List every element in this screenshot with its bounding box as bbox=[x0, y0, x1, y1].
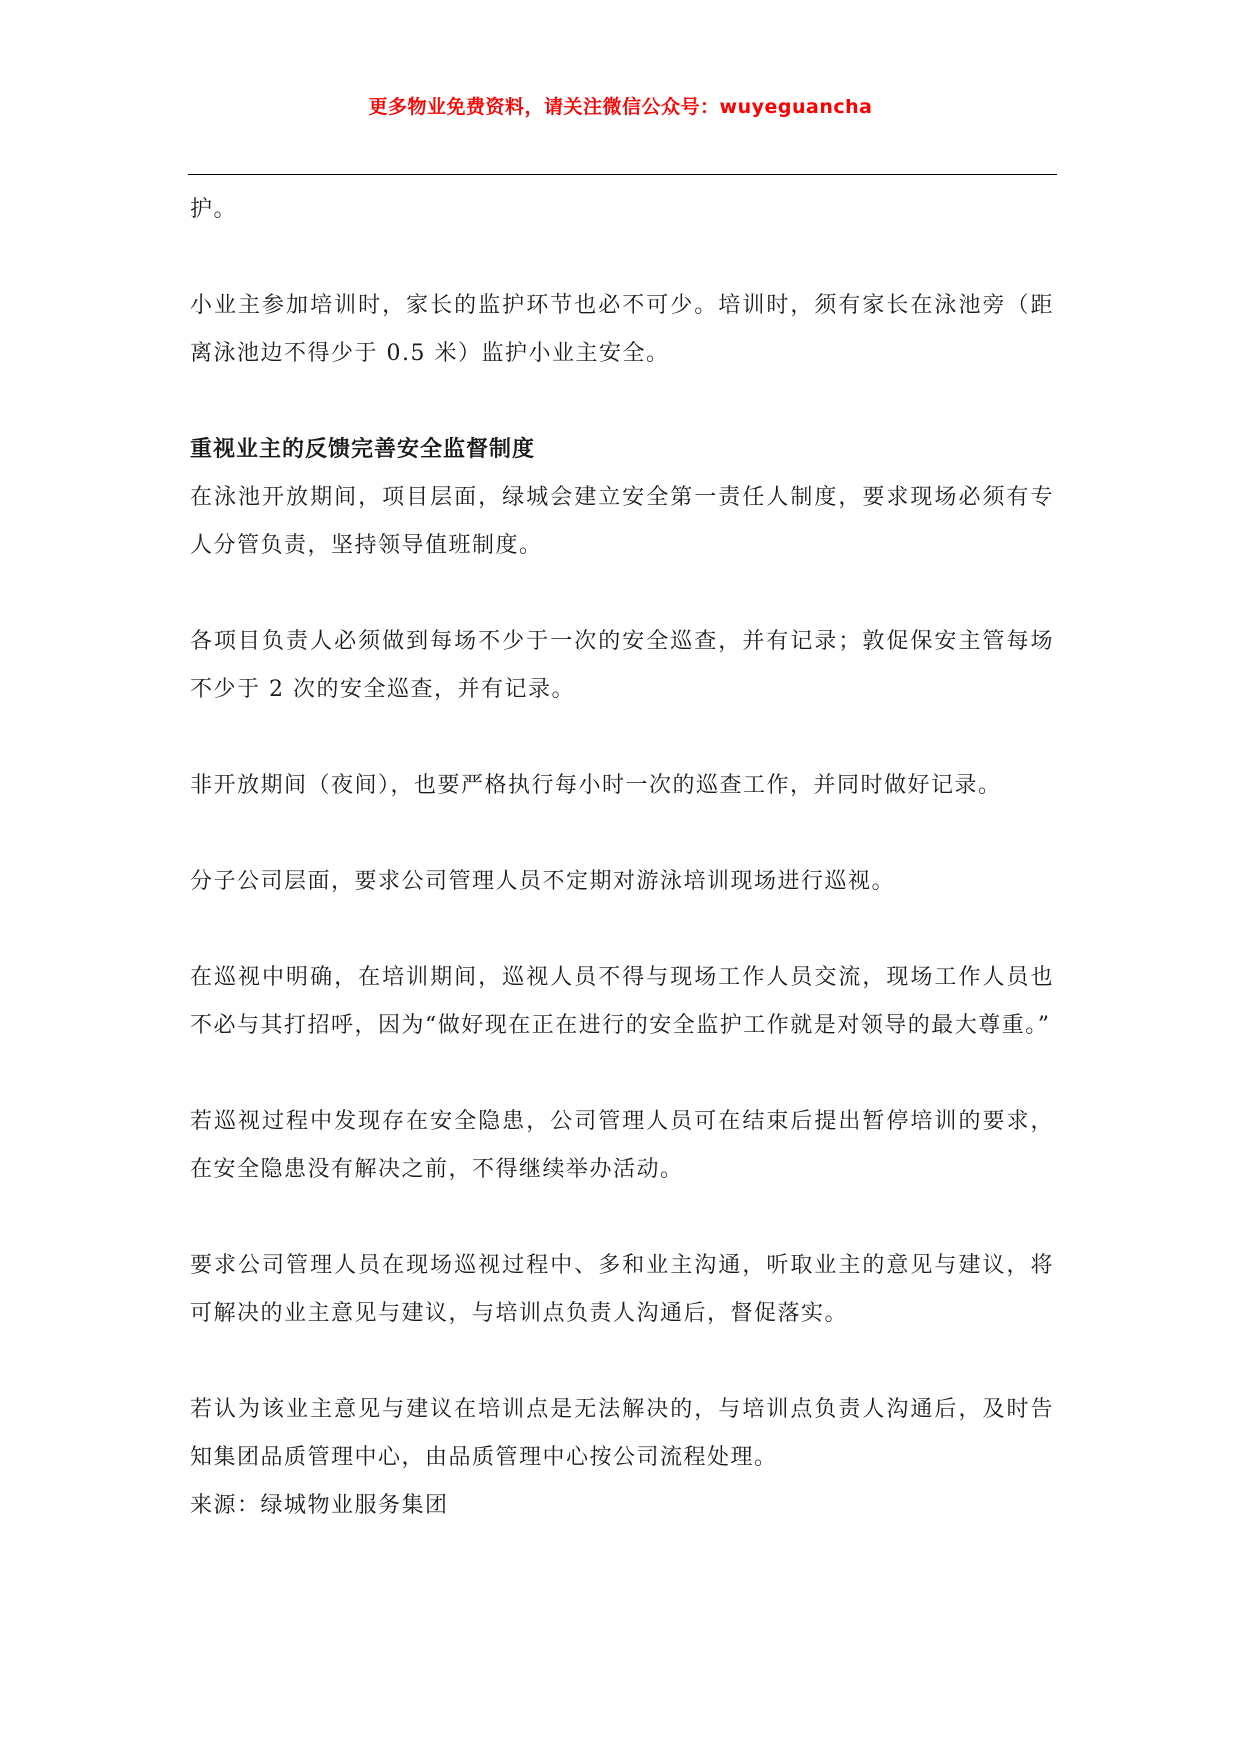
paragraph-responsibility-system: 在泳池开放期间，项目层面，绿城会建立安全第一责任人制度，要求现场必须有专人分管负责，坚持领导值班制度。 bbox=[190, 485, 1054, 558]
paragraph-owner-communication: 要求公司管理人员在现场巡视过程中、多和业主沟通，听取业主的意见与建议，将可解决的业主意见与建议，与培训点负责人沟通后，督促落实。 bbox=[190, 1253, 1054, 1326]
paragraph-parent-supervision: 小业主参加培训时，家长的监护环节也必不可少。培训时，须有家长在泳池旁（距离泳池边不得少于 0.5 米）监护小业主安全。 bbox=[190, 293, 1054, 366]
paragraph-company-inspection: 分子公司层面，要求公司管理人员不定期对游泳培训现场进行巡视。 bbox=[190, 869, 896, 894]
source-line: 来源：绿城物业服务集团 bbox=[190, 1493, 449, 1518]
paragraph-inspection-rules: 在巡视中明确，在培训期间，巡视人员不得与现场工作人员交流，现场工作人员也不必与其打招呼，因为“做好现在正在进行的安全监护工作就是对领导的最大尊重。” bbox=[190, 965, 1054, 1038]
paragraph-night-inspection: 非开放期间（夜间），也要严格执行每小时一次的巡查工作，并同时做好记录。 bbox=[190, 773, 1002, 798]
section-heading: 重视业主的反馈完善安全监督制度 bbox=[190, 437, 536, 462]
header-divider bbox=[188, 174, 1057, 175]
paragraph-continuation: 护。 bbox=[190, 197, 238, 222]
paragraph-safety-inspection: 各项目负责人必须做到每场不少于一次的安全巡查，并有记录；敦促保安主管每场不少于 2 次的安全巡查，并有记录。 bbox=[190, 629, 1054, 702]
paragraph-escalation: 若认为该业主意见与建议在培训点是无法解决的，与培训点负责人沟通后，及时告知集团品质管理中心，由品质管理中心按公司流程处理。 bbox=[190, 1397, 1054, 1470]
page-header-notice: 更多物业免费资料，请关注微信公众号：wuyeguancha bbox=[368, 96, 873, 118]
document-body bbox=[190, 186, 1054, 1530]
paragraph-hazard-handling: 若巡视过程中发现存在安全隐患，公司管理人员可在结束后提出暂停培训的要求，在安全隐患没有解决之前，不得继续举办活动。 bbox=[190, 1109, 1054, 1182]
